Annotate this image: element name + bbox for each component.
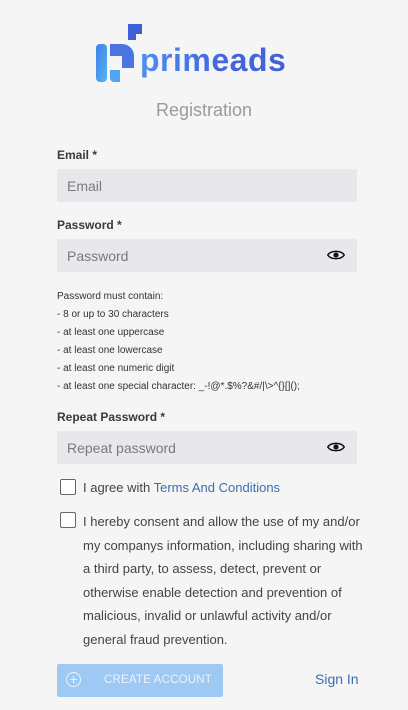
password-requirements [57,288,300,396]
terms-checkbox[interactable] [60,479,76,495]
repeat-password-label: Repeat Password * [57,410,166,424]
terms-prefix: I agree with [83,480,154,495]
repeat-password-field[interactable] [57,431,327,464]
email-label: Email * [57,148,98,162]
password-label: Password * [57,218,122,232]
password-field-container [57,239,357,272]
terms-link[interactable]: Terms And Conditions [153,480,281,495]
repeat-password-field-container [57,431,357,464]
create-account-button[interactable] [57,664,223,697]
password-field[interactable] [57,239,327,272]
sign-in-link[interactable]: Sign In [315,671,359,687]
primeads-logo [96,22,326,88]
email-field-container [57,169,357,202]
brand-name: primeads [140,42,287,78]
terms-text [83,480,280,495]
requirement-item: - at least one lowercase [57,345,163,356]
requirement-item: - at least one numeric digit [57,363,175,374]
consent-text: I hereby consent and allow the use of my and/or my companys information, including sharing with a third party, to assess, detect, prevent or otherwise enable detection and prevention of malicious, invalid or unlawful activity and/or general fraud prevention. [83,514,363,647]
requirement-item: - at least one special character: _-!@*.$%?&#/|\>^{}[](); [57,381,300,392]
eye-icon[interactable] [327,440,345,454]
page-title: Registration [155,100,253,120]
requirement-item: - at least one uppercase [57,327,165,338]
create-account-label: CREATE ACCOUNT [104,674,213,686]
plus-circle-icon [66,672,81,687]
email-field[interactable] [57,169,327,202]
logo-mark-icon [96,22,142,84]
eye-icon[interactable] [327,248,345,262]
requirement-item: - 8 or up to 30 characters [57,309,169,320]
requirements-heading: Password must contain: [57,291,164,302]
consent-checkbox[interactable] [60,512,76,528]
